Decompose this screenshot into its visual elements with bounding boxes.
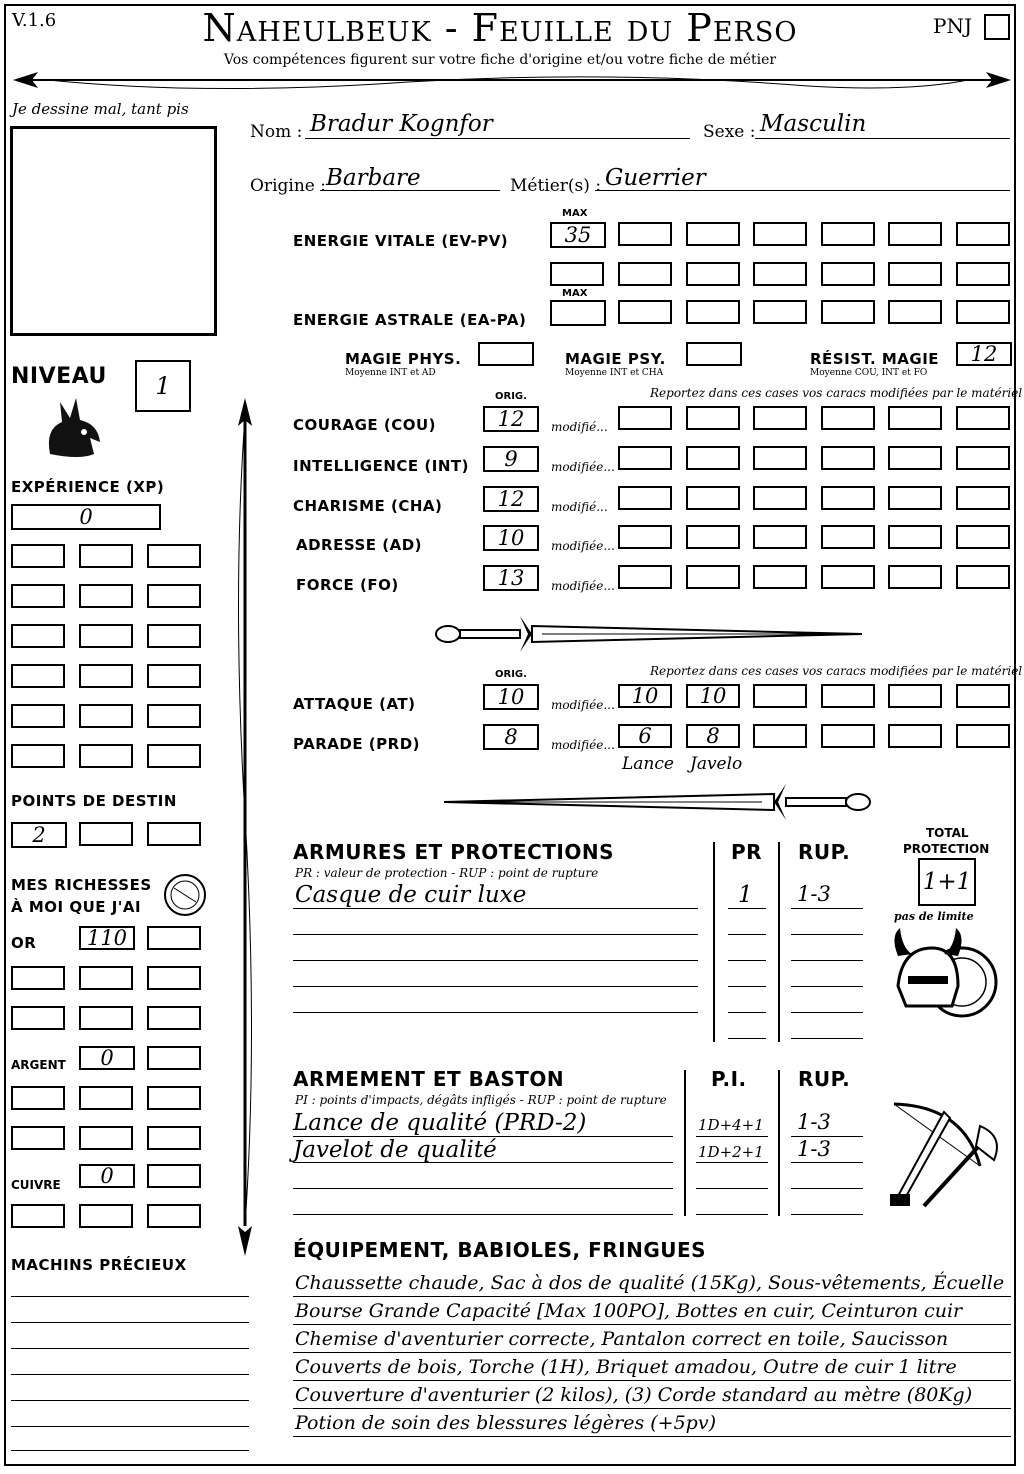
adresse-box[interactable]: 10 <box>483 525 539 551</box>
magie-psy-label: MAGIE PSY. <box>565 350 666 368</box>
equipment-row-line <box>293 1436 1011 1437</box>
magie-phys-label: MAGIE PHYS. <box>345 350 462 368</box>
xp-tracker-box[interactable] <box>147 584 201 608</box>
or-box[interactable] <box>147 926 201 950</box>
equipment-line[interactable]: Chemise d'aventurier correcte, Pantalon correct en toile, Saucisson <box>295 1328 949 1350</box>
argent-label: ARGENT <box>11 1058 66 1072</box>
stat-mod-box[interactable] <box>753 446 807 470</box>
stat-mod-box[interactable] <box>618 525 672 549</box>
crossed-weapons-icon <box>884 1096 1006 1218</box>
stat-mod-box[interactable] <box>956 446 1010 470</box>
ev-max-label: MAX <box>562 208 588 219</box>
armor-title: ARMURES ET PROTECTIONS <box>293 840 614 864</box>
total-protection-label: TOTAL <box>926 826 969 840</box>
parade-mod-box[interactable]: 6 <box>618 724 672 748</box>
argent-box[interactable] <box>147 1086 201 1110</box>
xp-tracker-box[interactable] <box>147 544 201 568</box>
combat-orig-label: ORIG. <box>495 669 527 680</box>
precieux-line[interactable] <box>11 1322 249 1323</box>
weapon-row-line <box>791 1162 863 1163</box>
weapons-pi-header: P.I. <box>711 1067 747 1091</box>
sexe-label: Sexe : <box>703 122 756 142</box>
attaque-box[interactable]: 10 <box>483 684 539 710</box>
xp-tracker-box[interactable] <box>147 704 201 728</box>
cuivre-box[interactable] <box>147 1164 201 1188</box>
resist-magie-note: Moyenne COU, INT et FO <box>810 368 928 378</box>
dragon-icon <box>40 394 106 464</box>
armor-col-divider <box>713 842 715 1042</box>
cuivre-box[interactable]: 0 <box>79 1164 135 1188</box>
xp-tracker-box[interactable] <box>147 744 201 768</box>
xp-tracker-box[interactable] <box>11 624 65 648</box>
or-box[interactable] <box>79 1006 133 1030</box>
ev-box[interactable] <box>686 262 740 286</box>
xp-tracker-box[interactable] <box>11 744 65 768</box>
weapons-col-divider <box>684 1070 686 1216</box>
armor-row-line[interactable] <box>293 934 698 935</box>
adresse-mod-label: modifiée... <box>551 539 615 553</box>
stat-mod-box[interactable] <box>888 406 942 430</box>
stat-mod-box[interactable] <box>821 525 875 549</box>
or-box[interactable]: 110 <box>79 926 135 950</box>
weapon-row-line[interactable] <box>696 1188 768 1189</box>
xp-tracker-box[interactable] <box>147 624 201 648</box>
equipment-line[interactable]: Bourse Grande Capacité [Max 100PO], Bottes en cuir, Ceinturon cuir <box>295 1300 963 1322</box>
magie-phys-note: Moyenne INT et AD <box>345 368 436 378</box>
metier-line <box>595 190 1010 191</box>
ea-max-label: MAX <box>562 288 588 299</box>
armor-row-line <box>728 908 766 909</box>
precieux-line[interactable] <box>11 1374 249 1375</box>
or-label: OR <box>11 934 37 952</box>
stat-mod-box[interactable] <box>888 565 942 589</box>
stat-mod-box[interactable] <box>686 486 740 510</box>
stat-mod-box[interactable] <box>753 486 807 510</box>
armor-row-line[interactable] <box>728 1012 766 1013</box>
weapon-row-line[interactable] <box>791 1214 863 1215</box>
weapon-rup[interactable]: 1-3 <box>797 1110 831 1134</box>
sexe-line <box>755 138 1010 139</box>
equipment-row-line <box>293 1352 1011 1353</box>
argent-box[interactable]: 0 <box>79 1046 135 1070</box>
xp-box[interactable]: 0 <box>11 504 161 530</box>
ev-max-box[interactable]: 35 <box>550 222 606 248</box>
xp-tracker-box[interactable] <box>11 704 65 728</box>
or-box[interactable] <box>147 1006 201 1030</box>
spear-divider-icon <box>8 66 1016 98</box>
niveau-label: NIVEAU <box>11 364 107 389</box>
xp-label: EXPÉRIENCE (XP) <box>11 478 165 496</box>
ev-box[interactable] <box>821 262 875 286</box>
xp-tracker-box[interactable] <box>79 544 133 568</box>
xp-tracker-box[interactable] <box>79 664 133 688</box>
niveau-box[interactable]: 1 <box>135 360 191 412</box>
parade-mod-box[interactable] <box>888 724 942 748</box>
stat-mod-box[interactable] <box>753 565 807 589</box>
portrait-caption: Je dessine mal, tant pis <box>12 100 189 118</box>
weapons-note: PI : points d'impacts, dégâts infligés - RUP : point de rupture <box>295 1093 667 1107</box>
machins-precieux-label: MACHINS PRÉCIEUX <box>11 1256 187 1274</box>
resist-magie-label: RÉSIST. MAGIE <box>810 350 940 368</box>
ev-box[interactable] <box>550 262 604 286</box>
armor-row-line[interactable] <box>791 986 863 987</box>
parade-mod-box[interactable] <box>956 724 1010 748</box>
armor-row-line[interactable] <box>293 1012 698 1013</box>
ev-box[interactable] <box>753 262 807 286</box>
combat-report-note: Reportez dans ces cases vos caracs modifiées par le matériel <box>650 664 1023 678</box>
parade-mod-box[interactable]: 8 <box>686 724 740 748</box>
argent-box[interactable] <box>79 1126 133 1150</box>
magie-phys-box[interactable] <box>478 342 534 366</box>
weapons-title: ARMEMENT ET BASTON <box>293 1067 565 1091</box>
armor-row-line[interactable] <box>791 1012 863 1013</box>
precieux-line[interactable] <box>11 1296 249 1297</box>
richesses-label-2: À MOI QUE J'AI <box>11 898 142 916</box>
weapon-row-line[interactable] <box>791 1188 863 1189</box>
equipment-line[interactable]: Potion de soin des blessures légères (+5pv) <box>295 1412 716 1434</box>
equipment-row-line <box>293 1296 1011 1297</box>
stat-mod-box[interactable] <box>956 406 1010 430</box>
equipment-row-line <box>293 1408 1011 1409</box>
ea-label: ENERGIE ASTRALE (EA-PA) <box>293 311 527 329</box>
stat-mod-box[interactable] <box>753 525 807 549</box>
nom-line <box>305 138 690 139</box>
stat-mod-box[interactable] <box>821 486 875 510</box>
armor-note: PR : valeur de protection - RUP : point de rupture <box>295 866 599 880</box>
nom-label: Nom : <box>250 122 303 142</box>
pnj-label: PNJ <box>933 14 972 38</box>
ea-box[interactable] <box>821 300 875 324</box>
stat-mod-box[interactable] <box>618 486 672 510</box>
armor-row-line[interactable] <box>728 986 766 987</box>
equipment-title: ÉQUIPEMENT, BABIOLES, FRINGUES <box>293 1238 707 1262</box>
ea-box[interactable] <box>686 300 740 324</box>
stat-mod-box[interactable] <box>888 446 942 470</box>
attaque-mod-box[interactable]: 10 <box>686 684 740 708</box>
coin-icon <box>162 872 208 918</box>
attaque-mod-box[interactable] <box>956 684 1010 708</box>
intelligence-box[interactable]: 9 <box>483 446 539 472</box>
weapon-col-label: Lance <box>622 754 674 774</box>
courage-mod-label: modifié... <box>551 420 608 434</box>
armor-pr[interactable]: 1 <box>738 882 753 908</box>
stats-orig-label: ORIG. <box>495 391 527 402</box>
weapons-rup-header: RUP. <box>798 1067 851 1091</box>
charisme-mod-label: modifié... <box>551 500 608 514</box>
ev-box[interactable] <box>888 262 942 286</box>
ev-box[interactable] <box>686 222 740 246</box>
destin-box[interactable] <box>147 822 201 846</box>
ea-max-box[interactable] <box>550 300 606 326</box>
armor-row-line[interactable] <box>728 934 766 935</box>
total-protection-box[interactable]: 1+1 <box>918 858 976 906</box>
parade-mod-box[interactable] <box>753 724 807 748</box>
armor-row-line <box>791 908 863 909</box>
weapon-row-line <box>696 1162 768 1163</box>
ev-box[interactable] <box>753 222 807 246</box>
parade-box[interactable]: 8 <box>483 724 539 750</box>
origine-label: Origine : <box>250 176 326 196</box>
intelligence-mod-label: modifiée... <box>551 460 615 474</box>
attaque-mod-box[interactable] <box>753 684 807 708</box>
vertical-spear-icon <box>230 396 260 1258</box>
courage-label: COURAGE (COU) <box>293 416 437 434</box>
equipment-line[interactable]: Couverts de bois, Torche (1H), Briquet amadou, Outre de cuir 1 litre <box>295 1356 957 1378</box>
stat-mod-box[interactable] <box>821 565 875 589</box>
cuivre-box[interactable] <box>79 1204 133 1228</box>
stat-mod-box[interactable] <box>618 446 672 470</box>
cuivre-label: CUIVRE <box>11 1178 61 1192</box>
ea-box[interactable] <box>956 300 1010 324</box>
metier-value[interactable]: Guerrier <box>605 165 706 191</box>
weapon-row-line[interactable] <box>696 1214 768 1215</box>
stat-mod-box[interactable] <box>956 486 1010 510</box>
attaque-mod-box[interactable] <box>821 684 875 708</box>
ea-box[interactable] <box>618 300 672 324</box>
ev-box[interactable] <box>821 222 875 246</box>
stat-mod-box[interactable] <box>956 525 1010 549</box>
sexe-value[interactable]: Masculin <box>760 111 867 137</box>
xp-tracker-box[interactable] <box>79 584 133 608</box>
destin-label: POINTS DE DESTIN <box>11 792 177 810</box>
precieux-line[interactable] <box>11 1426 249 1427</box>
armor-rup-header: RUP. <box>798 840 851 864</box>
attaque-mod-box[interactable]: 10 <box>618 684 672 708</box>
charisme-box[interactable]: 12 <box>483 486 539 512</box>
parade-label: PARADE (PRD) <box>293 735 421 753</box>
origine-value[interactable]: Barbare <box>326 165 421 191</box>
stat-mod-box[interactable] <box>618 565 672 589</box>
destin-box[interactable] <box>79 822 133 846</box>
argent-box[interactable] <box>79 1086 133 1110</box>
weapon-row-line[interactable] <box>293 1214 673 1215</box>
or-box[interactable] <box>147 966 201 990</box>
argent-box[interactable] <box>147 1126 201 1150</box>
stat-mod-box[interactable] <box>821 406 875 430</box>
stat-mod-box[interactable] <box>888 525 942 549</box>
attaque-mod-label: modifiée... <box>551 698 615 712</box>
sword-icon <box>432 612 874 656</box>
ea-box[interactable] <box>888 300 942 324</box>
cuivre-box[interactable] <box>11 1204 65 1228</box>
precieux-line[interactable] <box>11 1400 249 1401</box>
equipment-row-line <box>293 1324 1011 1325</box>
armor-row-line[interactable] <box>728 960 766 961</box>
xp-tracker-box[interactable] <box>147 664 201 688</box>
helmet-shield-icon <box>888 926 1000 1036</box>
xp-tracker-box[interactable] <box>79 704 133 728</box>
equipment-row-line <box>293 1380 1011 1381</box>
stat-mod-box[interactable] <box>686 565 740 589</box>
stat-mod-box[interactable] <box>753 406 807 430</box>
armor-col-divider <box>778 842 780 1042</box>
xp-tracker-box[interactable] <box>79 744 133 768</box>
armor-rup[interactable]: 1-3 <box>797 882 831 906</box>
stat-mod-box[interactable] <box>888 486 942 510</box>
ev-label: ENERGIE VITALE (EV-PV) <box>293 232 509 250</box>
weapon-row-line <box>293 1162 673 1163</box>
magie-psy-box[interactable] <box>686 342 742 366</box>
or-box[interactable] <box>79 966 133 990</box>
stat-mod-box[interactable] <box>956 565 1010 589</box>
armor-name[interactable]: Casque de cuir luxe <box>295 882 527 908</box>
richesses-label-1: MES RICHESSES <box>11 876 152 894</box>
stats-report-note: Reportez dans ces cases vos caracs modifiées par le matériel <box>650 386 1023 400</box>
charisme-label: CHARISME (CHA) <box>293 497 443 515</box>
weapon-col-label: Javelo <box>690 754 743 774</box>
precieux-line[interactable] <box>11 1450 249 1451</box>
xp-tracker-box[interactable] <box>11 584 65 608</box>
argent-box[interactable] <box>11 1126 65 1150</box>
armor-pr-header: PR <box>731 840 763 864</box>
xp-tracker-box[interactable] <box>11 544 65 568</box>
pnj-checkbox[interactable] <box>984 14 1010 40</box>
magie-psy-note: Moyenne INT et CHA <box>565 368 664 378</box>
stat-mod-box[interactable] <box>821 446 875 470</box>
adresse-label: ADRESSE (AD) <box>296 536 423 554</box>
version-label: V.1.6 <box>12 10 57 31</box>
ev-box[interactable] <box>956 222 1010 246</box>
armor-row-line[interactable] <box>728 1038 766 1039</box>
sword-icon <box>432 780 874 824</box>
or-box[interactable] <box>11 1006 65 1030</box>
force-mod-label: modifiée... <box>551 579 615 593</box>
weapon-pi[interactable]: 1D+2+1 <box>698 1143 764 1161</box>
ev-box[interactable] <box>956 262 1010 286</box>
armor-row-line <box>293 908 698 909</box>
weapon-row-line <box>696 1136 768 1137</box>
ev-box[interactable] <box>618 262 672 286</box>
armor-row-line[interactable] <box>791 1038 863 1039</box>
total-protection-label: PROTECTION <box>903 842 990 856</box>
argent-box[interactable] <box>147 1046 201 1070</box>
nom-value[interactable]: Bradur Kognfor <box>310 111 493 137</box>
attaque-mod-box[interactable] <box>888 684 942 708</box>
parade-mod-label: modifiée... <box>551 738 615 752</box>
argent-box[interactable] <box>11 1086 65 1110</box>
armor-row-line[interactable] <box>293 960 698 961</box>
stat-mod-box[interactable] <box>686 406 740 430</box>
page-title: Naheulbeuk - Feuille du Perso <box>202 6 798 50</box>
intelligence-label: INTELLIGENCE (INT) <box>293 457 469 475</box>
precieux-line[interactable] <box>11 1348 249 1349</box>
armor-row-line[interactable] <box>791 960 863 961</box>
courage-box[interactable]: 12 <box>483 406 539 432</box>
weapon-name[interactable]: Lance de qualité (PRD-2) <box>293 1110 587 1136</box>
page-subtitle: Vos compétences figurent sur votre fiche d'origine et/ou votre fiche de métier <box>223 52 777 68</box>
stat-mod-box[interactable] <box>686 446 740 470</box>
destin-box[interactable]: 2 <box>11 822 67 848</box>
weapons-col-divider <box>778 1070 780 1216</box>
equipment-line[interactable]: Couverture d'aventurier (2 kilos), (3) Corde standard au mètre (80Kg) <box>295 1384 973 1406</box>
xp-tracker-box[interactable] <box>79 624 133 648</box>
weapon-name[interactable]: Javelot de qualité <box>293 1137 497 1163</box>
force-box[interactable]: 13 <box>483 565 539 591</box>
ev-box[interactable] <box>618 222 672 246</box>
stat-mod-box[interactable] <box>686 525 740 549</box>
origine-line <box>320 190 500 191</box>
armor-row-line[interactable] <box>791 934 863 935</box>
or-box[interactable] <box>11 966 65 990</box>
portrait-box[interactable] <box>10 126 217 336</box>
no-limit-note: pas de limite <box>894 910 974 923</box>
ea-box[interactable] <box>753 300 807 324</box>
weapon-rup[interactable]: 1-3 <box>797 1137 831 1161</box>
weapon-row-line[interactable] <box>293 1188 673 1189</box>
cuivre-box[interactable] <box>147 1204 201 1228</box>
resist-magie-box[interactable]: 12 <box>956 342 1012 366</box>
force-label: FORCE (FO) <box>296 576 399 594</box>
equipment-line[interactable]: Chaussette chaude, Sac à dos de qualité (15Kg), Sous-vêtements, Écuelle <box>295 1272 1005 1294</box>
attaque-label: ATTAQUE (AT) <box>293 695 416 713</box>
stat-mod-box[interactable] <box>618 406 672 430</box>
parade-mod-box[interactable] <box>821 724 875 748</box>
xp-tracker-box[interactable] <box>11 664 65 688</box>
armor-row-line[interactable] <box>293 986 698 987</box>
weapon-pi[interactable]: 1D+4+1 <box>698 1116 764 1134</box>
ev-box[interactable] <box>888 222 942 246</box>
metier-label: Métier(s) : <box>510 176 602 196</box>
